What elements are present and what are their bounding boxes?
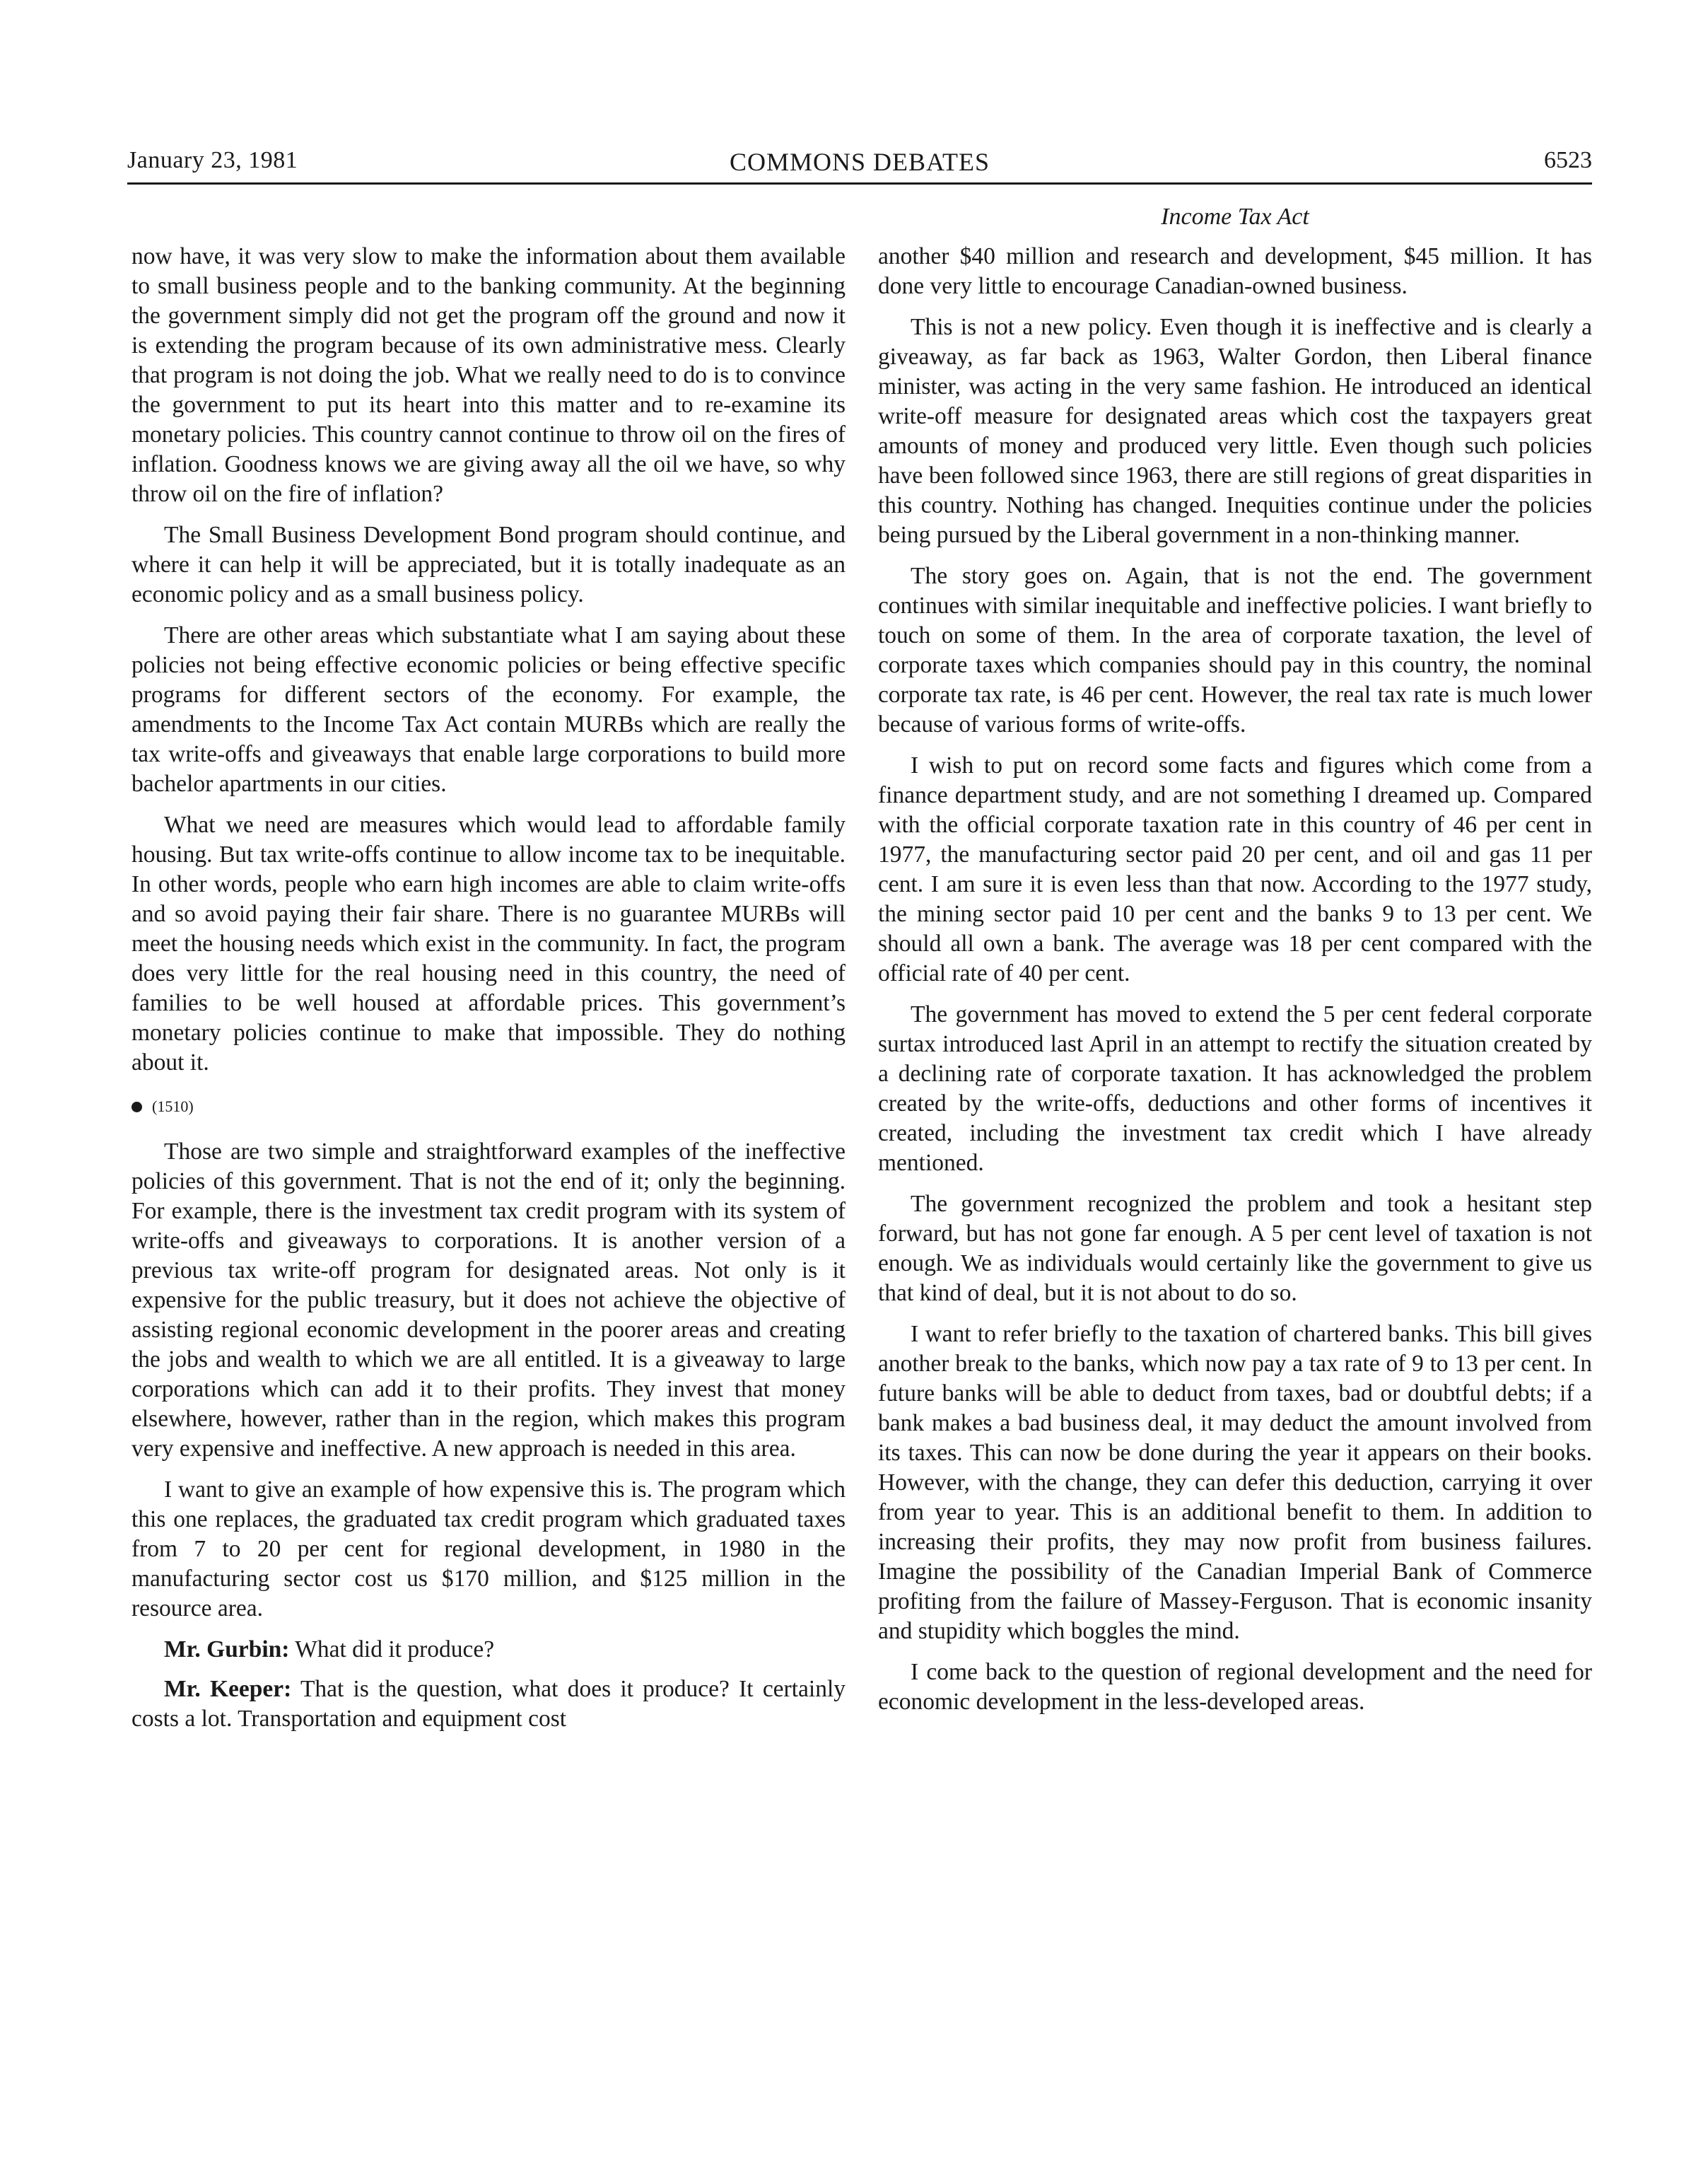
page-header bbox=[127, 147, 1592, 185]
paragraph: This is not a new policy. Even though it is ineffective and is clearly a giveaway, as far back as 1963, Walter Gordon, then Liberal finance minister, was acting in the very same fashion. He introduced an identical write-off measure for designated areas which cost the taxpayers great amounts of money and produced very little. Even though such policies have been followed since 1963, there are still regions of great disparities in this country. Nothing has changed. Inequities continue under the policies being pursued by the Liberal government in a non-thinking manner. bbox=[878, 314, 1592, 548]
paragraph: now have, it was very slow to make the information about them available to small business people and to the banking community. At the beginning the government simply did not get the program off the ground and now it is extending the program because of its own administrative mess. Clearly that program is not doing the job. What we really need to do is to convince the government to put its heart into this matter and to re-examine its monetary policies. This country cannot continue to throw oil on the fires of inflation. Goodness knows we are giving away all the oil we have, so why throw oil on the fire of inflation? bbox=[131, 243, 846, 507]
paragraph: There are other areas which substantiate what I am saying about these policies not being effective economic policies or being effective specific programs for different sectors of the economy. For example, the amendments to the Income Tax Act contain MURBs which are really the tax write-offs and giveaways that enable large corporations to build more bachelor apartments in our cities. bbox=[131, 622, 846, 797]
left-column bbox=[131, 242, 846, 1744]
header-date: January 23, 1981 bbox=[127, 147, 298, 173]
paragraph: another $40 million and research and development, $45 million. It has done very little to encourage Canadian-owned business. bbox=[878, 243, 1592, 299]
paragraph: The government recognized the problem and took a hesitant step forward, but has not gone far enough. A 5 per cent level of taxation is not enough. We as individuals would certainly like the government to give us that kind of deal, but it is not about to do so. bbox=[878, 1191, 1592, 1306]
speaker-text: That is the question, what does it produce? It certainly costs a lot. Transportation and equipment cost bbox=[131, 1676, 846, 1732]
paragraph: What we need are measures which would lead to affordable family housing. But tax write-offs continue to allow income tax to be inequitable. In other words, people who earn high incomes are able to claim write-offs and so avoid paying their fair share. There is no guarantee MURBs will meet the housing needs which exist in the community. In fact, the program does very little for the real housing need in this country, the need of families to be well housed at affordable prices. This government’s monetary policies continue to make that impossible. They do nothing about it. bbox=[131, 812, 846, 1076]
paragraph: Those are two simple and straightforward examples of the ineffective policies of this government. That is not the end of it; only the beginning. For example, there is the investment tax credit program with its system of write-offs and giveaways to corporations. It is another version of a previous tax write-off program for designated areas. Not only is it expensive for the public treasury, but it does not achieve the objective of assisting regional economic development in the poorer areas and creating the jobs and wealth to which we are all entitled. It is a giveaway to large corporations which can add it to their profits. They invest that money elsewhere, however, rather than in the region, which makes this program very expensive and ineffective. A new approach is needed in this area. bbox=[131, 1138, 846, 1462]
paragraph: The government has moved to extend the 5 per cent federal corporate surtax introduced last April in an attempt to rectify the situation created by a declining rate of corporate taxation. It has acknowledged the problem created by the write-offs, deductions and other forms of incentives it created, including the investment tax credit which I have already mentioned. bbox=[878, 1001, 1592, 1176]
header-title: COMMONS DEBATES bbox=[729, 148, 990, 176]
paragraph: I want to give an example of how expensive this is. The program which this one replaces, the graduated tax credit program which graduated taxes from 7 to 20 per cent for regional development, in 1980 in the manufacturing sector cost us $170 million, and $125 million in the resource area. bbox=[131, 1476, 846, 1621]
time-marker bbox=[131, 1096, 846, 1117]
speaker-text: What did it produce? bbox=[289, 1636, 495, 1662]
bullet-icon bbox=[131, 1102, 142, 1112]
paragraph: The Small Business Development Bond program should continue, and where it can help it will be appreciated, but it is totally inadequate as an economic policy and as a small business policy. bbox=[131, 522, 846, 607]
paragraph: I wish to put on record some facts and figures which come from a finance department study, and are not something I dreamed up. Compared with the official corporate taxation rate in this country of 46 per cent in 1977, the manufacturing sector paid 20 per cent, and oil and gas 11 per cent. I am sure it is even less than that now. According to the 1977 study, the mining sector paid 10 per cent and the banks 9 to 13 per cent. We should all own a bank. The average was 18 per cent compared with the official rate of 40 per cent. bbox=[878, 752, 1592, 986]
right-column bbox=[878, 242, 1592, 1728]
header-page-number: 6523 bbox=[1544, 147, 1592, 173]
speaker-remark bbox=[131, 1635, 846, 1665]
time-marker-label: (1510) bbox=[152, 1097, 194, 1115]
running-head: Income Tax Act bbox=[1161, 204, 1309, 230]
paragraph: The story goes on. Again, that is not the end. The government continues with similar inequitable and ineffective policies. I want briefly to touch on some of them. In the area of corporate taxation, the level of corporate taxes which companies should pay in this country, the nominal corporate tax rate, is 46 per cent. However, the real tax rate is much lower because of various forms of write-offs. bbox=[878, 563, 1592, 738]
paragraph: I want to refer briefly to the taxation of chartered banks. This bill gives another break to the banks, which now pay a tax rate of 9 to 13 per cent. In future banks will be able to deduct from taxes, bad or doubtful debts; if a bank makes a bad business deal, it may deduct the amount involved from its taxes. This can now be done during the year it appears on their books. However, with the change, they can defer this deduction, carrying it over from year to year. This is an additional benefit to them. In addition to increasing their profits, they may now profit from business failures. Imagine the possibility of the Canadian Imperial Bank of Commerce profiting from the failure of Massey-Ferguson. That is economic insanity and stupidity which boggles the mind. bbox=[878, 1321, 1592, 1644]
speaker-remark bbox=[131, 1674, 846, 1734]
speaker-name: Mr. Keeper: bbox=[164, 1676, 292, 1702]
paragraph: I come back to the question of regional development and the need for economic development in the less-developed areas. bbox=[878, 1659, 1592, 1715]
speaker-name: Mr. Gurbin: bbox=[164, 1636, 290, 1662]
